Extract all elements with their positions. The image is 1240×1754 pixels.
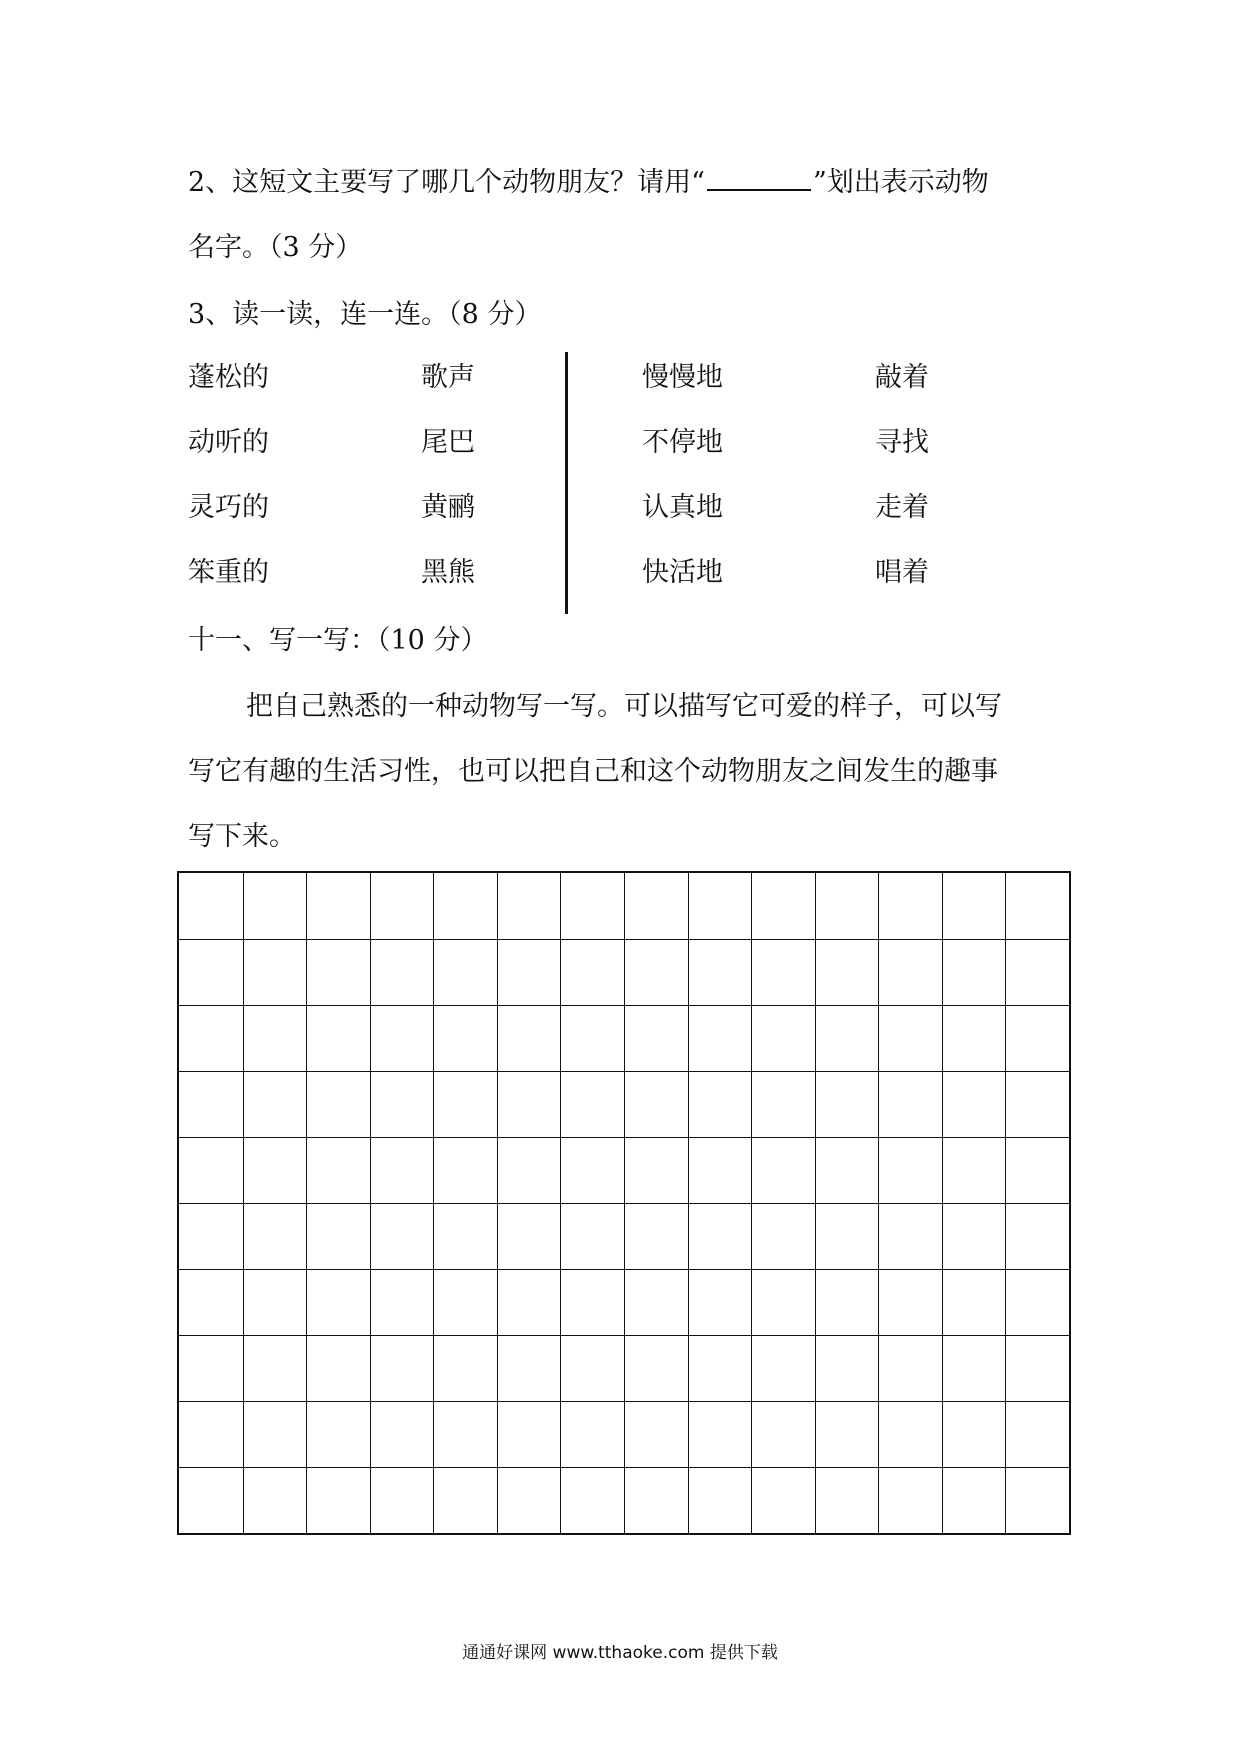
- match-right-adverb-2: 不停地: [642, 427, 723, 458]
- grid-row-line: [179, 1467, 1069, 1468]
- grid-row-line: [179, 1137, 1069, 1138]
- grid-row-line: [179, 1335, 1069, 1336]
- question-11-paragraph-1: 把自己熟悉的一种动物写一写。可以描写它可爱的样子，可以写: [246, 691, 1002, 722]
- question-11-paragraph-3: 写下来。: [188, 821, 296, 852]
- grid-row-line: [179, 1401, 1069, 1402]
- question-2-text-b: ”划出表示动物: [812, 167, 989, 198]
- grid-row-line: [179, 1071, 1069, 1072]
- match-left-noun-1: 歌声: [421, 362, 475, 393]
- grid-row-line: [179, 1005, 1069, 1006]
- match-right-verb-1: 敲着: [875, 362, 929, 393]
- match-right-adverb-4: 快活地: [642, 557, 723, 588]
- question-11-paragraph-2: 写它有趣的生活习性，也可以把自己和这个动物朋友之间发生的趣事: [188, 756, 998, 787]
- question-11-title: 十一、写一写：（10 分）: [188, 625, 488, 656]
- question-2-text-a: 2、这短文主要写了哪几个动物朋友？请用“: [188, 167, 705, 198]
- match-left-noun-4: 黑熊: [421, 557, 475, 588]
- match-right-verb-4: 唱着: [875, 557, 929, 588]
- match-left-word-1: 蓬松的: [188, 362, 269, 393]
- match-left-word-2: 动听的: [188, 427, 269, 458]
- match-right-verb-3: 走着: [875, 492, 929, 523]
- column-divider: [565, 352, 568, 614]
- match-right-verb-2: 寻找: [875, 427, 929, 458]
- question-3-title: 3、读一读，连一连。（8 分）: [188, 299, 542, 330]
- match-left-noun-2: 尾巴: [421, 427, 475, 458]
- question-2-line-1: [188, 166, 989, 200]
- question-2-line-2: 名字。（3 分）: [188, 232, 363, 263]
- match-right-adverb-1: 慢慢地: [642, 362, 723, 393]
- footer-source: 通通好课网 www.tthaoke.com 提供下载: [462, 1643, 778, 1663]
- match-left-noun-3: 黄鹂: [421, 492, 475, 523]
- match-right-adverb-3: 认真地: [642, 492, 723, 523]
- match-left-word-4: 笨重的: [188, 557, 269, 588]
- writing-grid[interactable]: [177, 871, 1071, 1535]
- underline-blank: [707, 167, 811, 191]
- grid-row-line: [179, 1203, 1069, 1204]
- grid-row-line: [179, 1269, 1069, 1270]
- grid-row-line: [179, 939, 1069, 940]
- match-left-word-3: 灵巧的: [188, 492, 269, 523]
